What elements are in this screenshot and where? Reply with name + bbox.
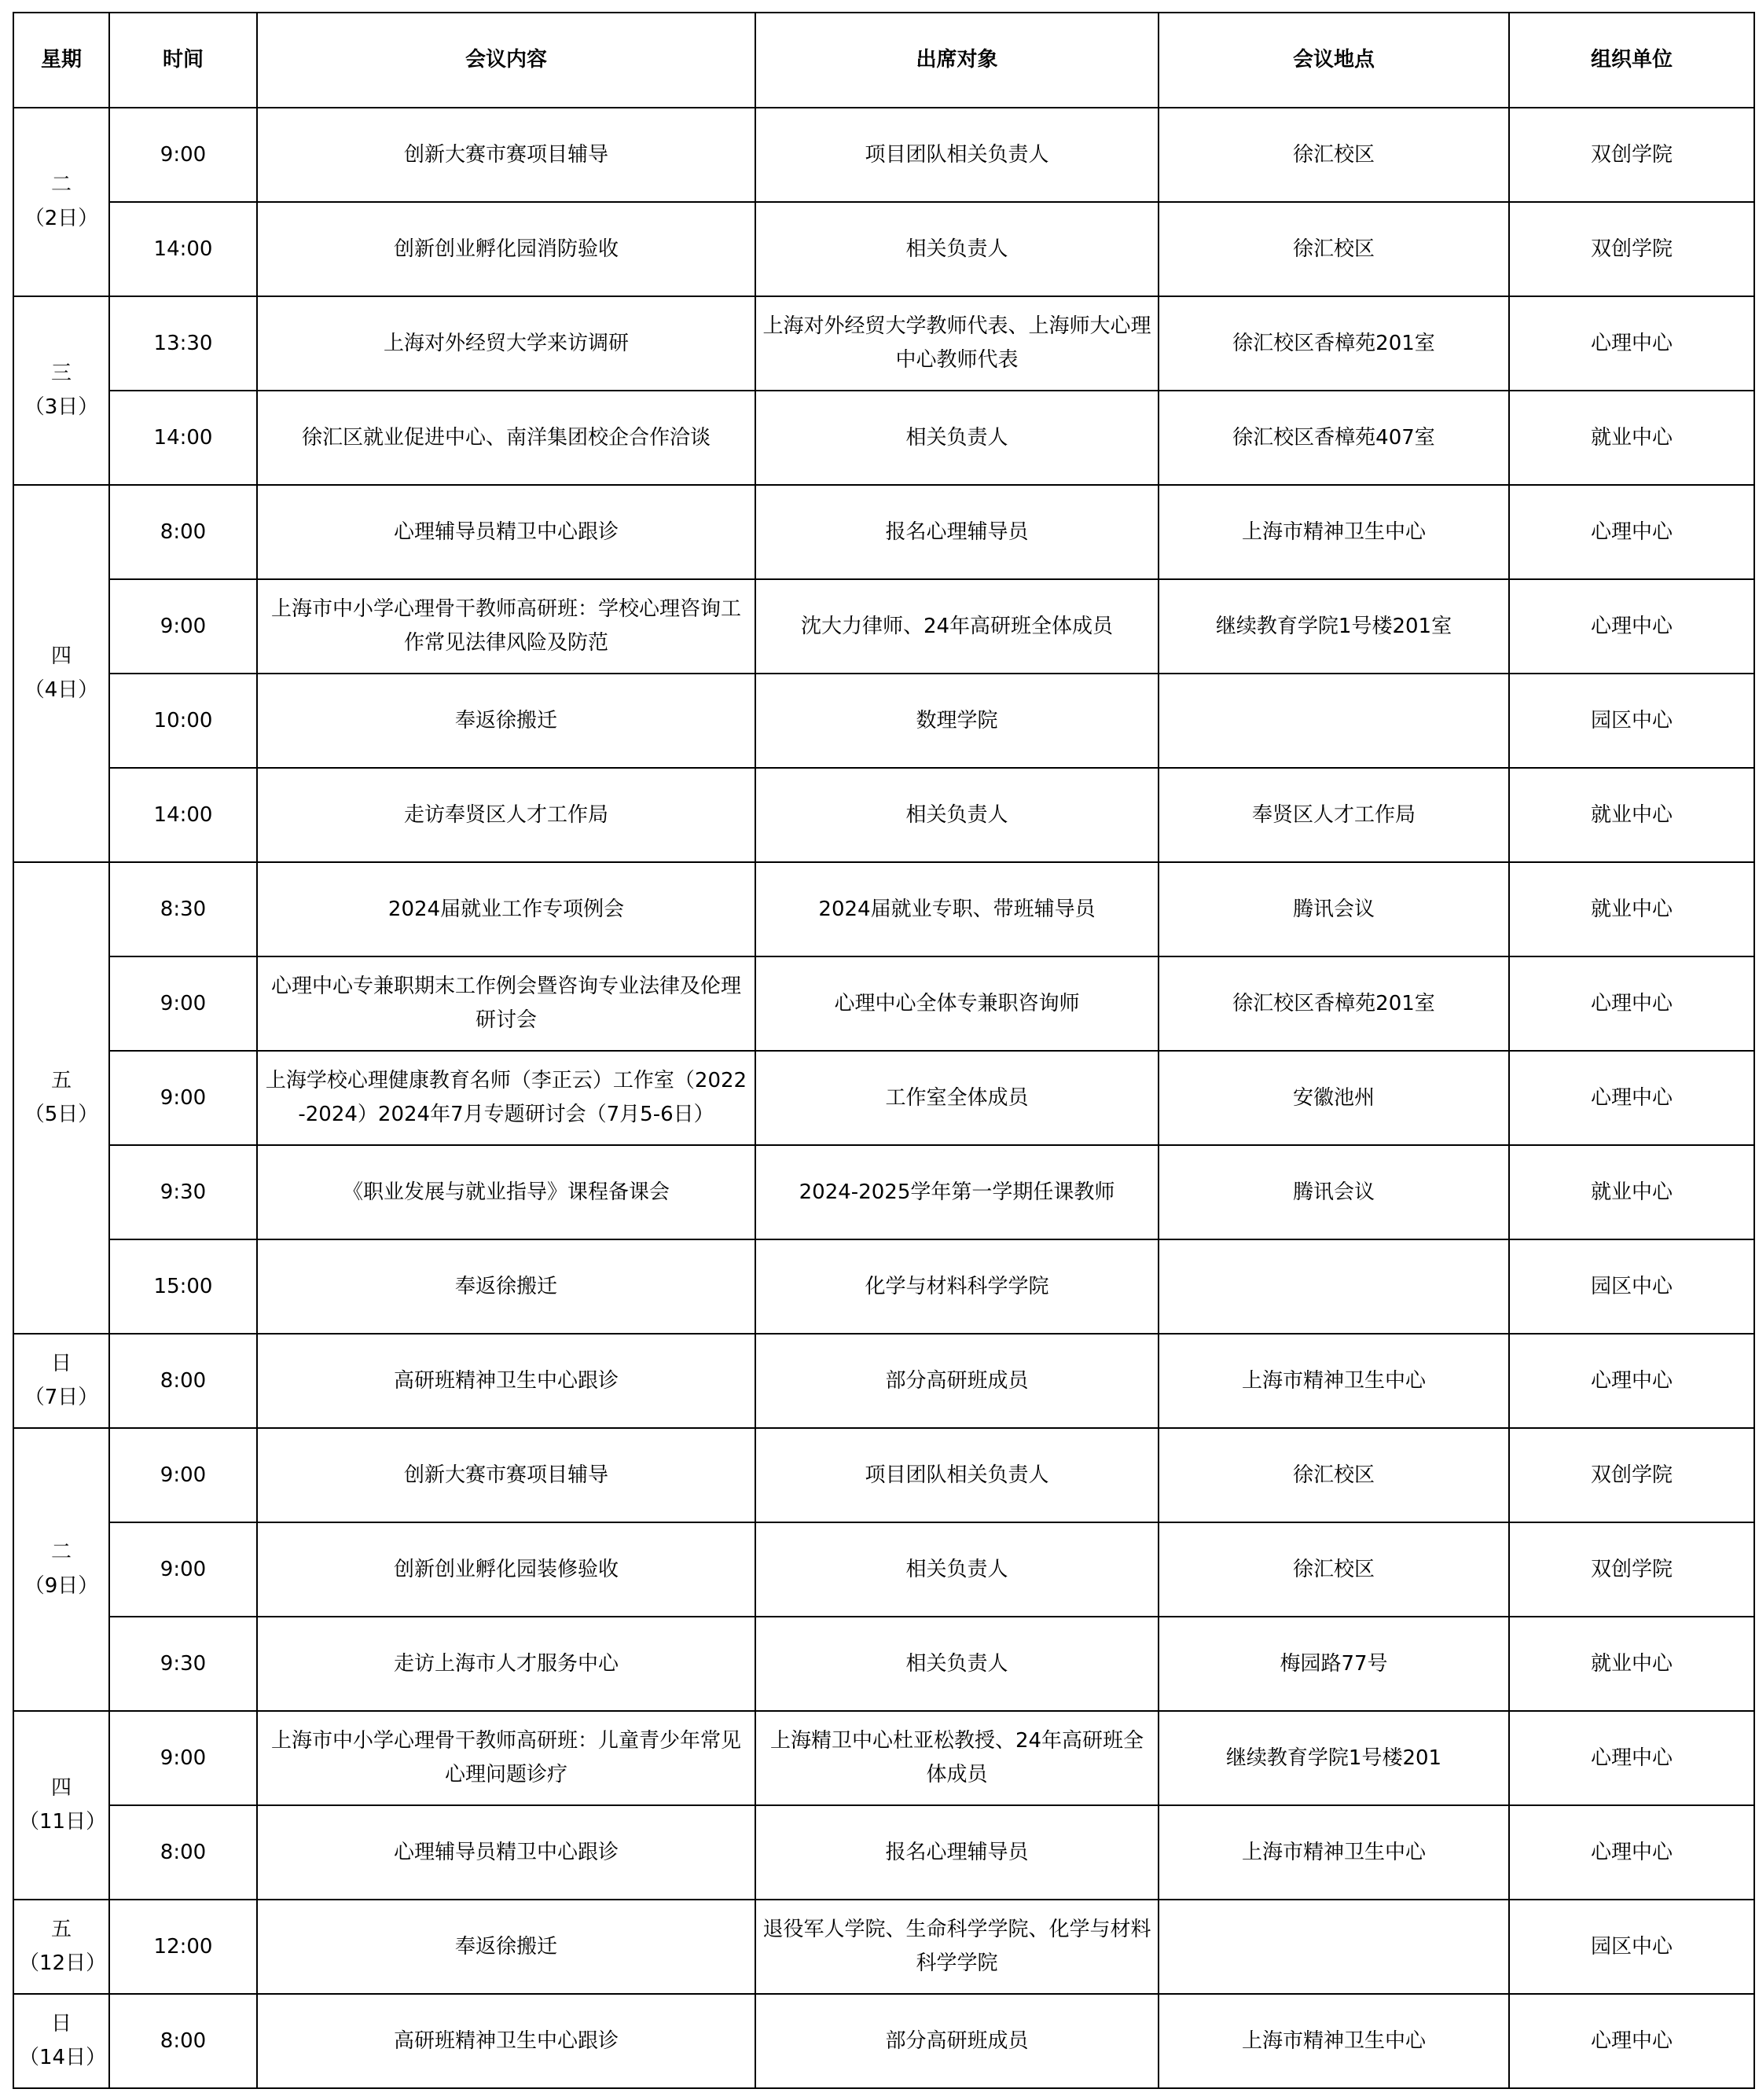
table-body xyxy=(13,108,1754,2088)
time-cell: 8:00 xyxy=(109,1334,257,1428)
attendees-cell: 2024-2025学年第一学期任课教师 xyxy=(755,1145,1159,1239)
organizer-cell: 园区中心 xyxy=(1509,1239,1754,1334)
time-cell: 8:00 xyxy=(109,485,257,579)
weekday-label: 二 xyxy=(50,173,72,196)
location-cell: 上海市精神卫生中心 xyxy=(1159,1994,1509,2088)
organizer-cell: 心理中心 xyxy=(1509,1051,1754,1145)
location-cell: 奉贤区人才工作局 xyxy=(1159,768,1509,862)
location-cell: 徐汇校区香樟苑201室 xyxy=(1159,296,1509,391)
weekday-label: 二 xyxy=(50,1540,72,1564)
attendees-cell: 退役军人学院、生命科学学院、化学与材料科学学院 xyxy=(755,1900,1159,1994)
attendees-cell: 工作室全体成员 xyxy=(755,1051,1159,1145)
time-cell: 9:00 xyxy=(109,1051,257,1145)
time-cell: 9:00 xyxy=(109,579,257,674)
header-location: 会议地点 xyxy=(1159,13,1509,108)
content-cell: 创新大赛市赛项目辅导 xyxy=(257,1428,755,1522)
location-cell: 安徽池州 xyxy=(1159,1051,1509,1145)
location-cell: 上海市精神卫生中心 xyxy=(1159,1334,1509,1428)
attendees-cell: 报名心理辅导员 xyxy=(755,485,1159,579)
header-content: 会议内容 xyxy=(257,13,755,108)
table-row xyxy=(13,1145,1754,1239)
location-cell: 徐汇校区 xyxy=(1159,1428,1509,1522)
weekday-label: 五 xyxy=(50,1069,72,1092)
location-cell: 腾讯会议 xyxy=(1159,1145,1509,1239)
date-label: （11日） xyxy=(19,1810,107,1834)
time-cell: 9:00 xyxy=(109,108,257,202)
time-cell: 8:30 xyxy=(109,862,257,956)
weekday-cell xyxy=(13,1994,109,2088)
organizer-cell: 就业中心 xyxy=(1509,862,1754,956)
table-row xyxy=(13,1334,1754,1428)
content-cell: 《职业发展与就业指导》课程备课会 xyxy=(257,1145,755,1239)
organizer-cell: 心理中心 xyxy=(1509,1334,1754,1428)
organizer-cell: 心理中心 xyxy=(1509,1711,1754,1805)
table-row xyxy=(13,579,1754,674)
content-cell: 心理中心专兼职期末工作例会暨咨询专业法律及伦理研讨会 xyxy=(257,956,755,1051)
time-cell: 9:00 xyxy=(109,1428,257,1522)
location-cell: 徐汇校区香樟苑201室 xyxy=(1159,956,1509,1051)
organizer-cell: 心理中心 xyxy=(1509,956,1754,1051)
organizer-cell: 双创学院 xyxy=(1509,1428,1754,1522)
content-cell: 上海市中小学心理骨干教师高研班：儿童青少年常见心理问题诊疗 xyxy=(257,1711,755,1805)
attendees-cell: 上海精卫中心杜亚松教授、24年高研班全体成员 xyxy=(755,1711,1159,1805)
weekday-label: 三 xyxy=(50,362,72,385)
location-cell: 徐汇校区 xyxy=(1159,108,1509,202)
content-cell: 奉返徐搬迁 xyxy=(257,674,755,768)
organizer-cell: 双创学院 xyxy=(1509,1522,1754,1617)
table-row xyxy=(13,956,1754,1051)
date-label: （3日） xyxy=(24,395,99,419)
location-cell xyxy=(1159,1900,1509,1994)
content-cell: 心理辅导员精卫中心跟诊 xyxy=(257,1805,755,1900)
meeting-schedule-table xyxy=(13,12,1755,2089)
weekday-label: 四 xyxy=(50,1776,72,1800)
table-row xyxy=(13,485,1754,579)
table-row xyxy=(13,391,1754,485)
time-cell: 14:00 xyxy=(109,391,257,485)
header-attendees: 出席对象 xyxy=(755,13,1159,108)
weekday-cell xyxy=(13,485,109,862)
organizer-cell: 心理中心 xyxy=(1509,579,1754,674)
header-weekday: 星期 xyxy=(13,13,109,108)
weekday-cell xyxy=(13,296,109,485)
date-label: （14日） xyxy=(19,2046,107,2069)
table-row xyxy=(13,1900,1754,1994)
weekday-label: 日 xyxy=(50,2012,72,2036)
time-cell: 13:30 xyxy=(109,296,257,391)
attendees-cell: 项目团队相关负责人 xyxy=(755,1428,1159,1522)
content-cell: 创新创业孵化园装修验收 xyxy=(257,1522,755,1617)
location-cell: 上海市精神卫生中心 xyxy=(1159,485,1509,579)
table-row xyxy=(13,202,1754,296)
content-cell: 创新创业孵化园消防验收 xyxy=(257,202,755,296)
organizer-cell: 心理中心 xyxy=(1509,485,1754,579)
content-cell: 走访上海市人才服务中心 xyxy=(257,1617,755,1711)
table-row xyxy=(13,768,1754,862)
time-cell: 9:00 xyxy=(109,1711,257,1805)
time-cell: 14:00 xyxy=(109,768,257,862)
date-label: （2日） xyxy=(24,207,99,230)
attendees-cell: 部分高研班成员 xyxy=(755,1334,1159,1428)
organizer-cell: 就业中心 xyxy=(1509,768,1754,862)
table-row xyxy=(13,1617,1754,1711)
date-label: （12日） xyxy=(19,1951,107,1975)
location-cell: 继续教育学院1号楼201 xyxy=(1159,1711,1509,1805)
content-cell: 高研班精神卫生中心跟诊 xyxy=(257,1994,755,2088)
organizer-cell: 就业中心 xyxy=(1509,1145,1754,1239)
table-row xyxy=(13,1051,1754,1145)
organizer-cell: 双创学院 xyxy=(1509,108,1754,202)
table-row xyxy=(13,108,1754,202)
weekday-label: 日 xyxy=(50,1352,72,1375)
date-label: （9日） xyxy=(24,1574,99,1598)
organizer-cell: 心理中心 xyxy=(1509,296,1754,391)
organizer-cell: 双创学院 xyxy=(1509,202,1754,296)
content-cell: 走访奉贤区人才工作局 xyxy=(257,768,755,862)
weekday-label: 四 xyxy=(50,644,72,668)
time-cell: 9:30 xyxy=(109,1617,257,1711)
content-cell: 心理辅导员精卫中心跟诊 xyxy=(257,485,755,579)
weekday-cell xyxy=(13,1900,109,1994)
attendees-cell: 部分高研班成员 xyxy=(755,1994,1159,2088)
attendees-cell: 上海对外经贸大学教师代表、上海师大心理中心教师代表 xyxy=(755,296,1159,391)
content-cell: 徐汇区就业促进中心、南洋集团校企合作洽谈 xyxy=(257,391,755,485)
attendees-cell: 数理学院 xyxy=(755,674,1159,768)
attendees-cell: 相关负责人 xyxy=(755,1617,1159,1711)
attendees-cell: 报名心理辅导员 xyxy=(755,1805,1159,1900)
organizer-cell: 心理中心 xyxy=(1509,1994,1754,2088)
table-row xyxy=(13,1805,1754,1900)
content-cell: 奉返徐搬迁 xyxy=(257,1239,755,1334)
organizer-cell: 心理中心 xyxy=(1509,1805,1754,1900)
time-cell: 12:00 xyxy=(109,1900,257,1994)
time-cell: 9:00 xyxy=(109,956,257,1051)
weekday-cell xyxy=(13,862,109,1334)
header-time: 时间 xyxy=(109,13,257,108)
weekday-cell xyxy=(13,108,109,296)
weekday-label: 五 xyxy=(50,1918,72,1941)
table-row xyxy=(13,1239,1754,1334)
organizer-cell: 就业中心 xyxy=(1509,391,1754,485)
location-cell: 徐汇校区 xyxy=(1159,1522,1509,1617)
organizer-cell: 就业中心 xyxy=(1509,1617,1754,1711)
content-cell: 高研班精神卫生中心跟诊 xyxy=(257,1334,755,1428)
time-cell: 14:00 xyxy=(109,202,257,296)
date-label: （7日） xyxy=(24,1386,99,1409)
table-row xyxy=(13,1522,1754,1617)
date-label: （4日） xyxy=(24,678,99,702)
content-cell: 上海对外经贸大学来访调研 xyxy=(257,296,755,391)
time-cell: 9:00 xyxy=(109,1522,257,1617)
attendees-cell: 沈大力律师、24年高研班全体成员 xyxy=(755,579,1159,674)
attendees-cell: 相关负责人 xyxy=(755,391,1159,485)
location-cell: 徐汇校区 xyxy=(1159,202,1509,296)
table-row xyxy=(13,1711,1754,1805)
header-organizer: 组织单位 xyxy=(1509,13,1754,108)
organizer-cell: 园区中心 xyxy=(1509,674,1754,768)
attendees-cell: 项目团队相关负责人 xyxy=(755,108,1159,202)
location-cell: 腾讯会议 xyxy=(1159,862,1509,956)
location-cell xyxy=(1159,674,1509,768)
time-cell: 8:00 xyxy=(109,1994,257,2088)
attendees-cell: 相关负责人 xyxy=(755,202,1159,296)
content-cell: 创新大赛市赛项目辅导 xyxy=(257,108,755,202)
attendees-cell: 相关负责人 xyxy=(755,768,1159,862)
attendees-cell: 相关负责人 xyxy=(755,1522,1159,1617)
location-cell xyxy=(1159,1239,1509,1334)
content-cell: 2024届就业工作专项例会 xyxy=(257,862,755,956)
location-cell: 徐汇校区香樟苑407室 xyxy=(1159,391,1509,485)
organizer-cell: 园区中心 xyxy=(1509,1900,1754,1994)
content-cell: 上海市中小学心理骨干教师高研班：学校心理咨询工作常见法律风险及防范 xyxy=(257,579,755,674)
content-cell: 上海学校心理健康教育名师（李正云）工作室（2022-2024）2024年7月专题研讨会（7月5-6日） xyxy=(257,1051,755,1145)
location-cell: 梅园路77号 xyxy=(1159,1617,1509,1711)
weekday-cell xyxy=(13,1428,109,1711)
attendees-cell: 化学与材料科学学院 xyxy=(755,1239,1159,1334)
attendees-cell: 心理中心全体专兼职咨询师 xyxy=(755,956,1159,1051)
time-cell: 10:00 xyxy=(109,674,257,768)
date-label: （5日） xyxy=(24,1103,99,1126)
table-row xyxy=(13,1428,1754,1522)
table-row xyxy=(13,296,1754,391)
time-cell: 8:00 xyxy=(109,1805,257,1900)
weekday-cell xyxy=(13,1711,109,1900)
table-row xyxy=(13,862,1754,956)
content-cell: 奉返徐搬迁 xyxy=(257,1900,755,1994)
location-cell: 上海市精神卫生中心 xyxy=(1159,1805,1509,1900)
attendees-cell: 2024届就业专职、带班辅导员 xyxy=(755,862,1159,956)
weekday-cell xyxy=(13,1334,109,1428)
table-row xyxy=(13,674,1754,768)
table-row xyxy=(13,1994,1754,2088)
header-row xyxy=(13,13,1754,108)
time-cell: 15:00 xyxy=(109,1239,257,1334)
location-cell: 继续教育学院1号楼201室 xyxy=(1159,579,1509,674)
time-cell: 9:30 xyxy=(109,1145,257,1239)
table-header xyxy=(13,13,1754,108)
